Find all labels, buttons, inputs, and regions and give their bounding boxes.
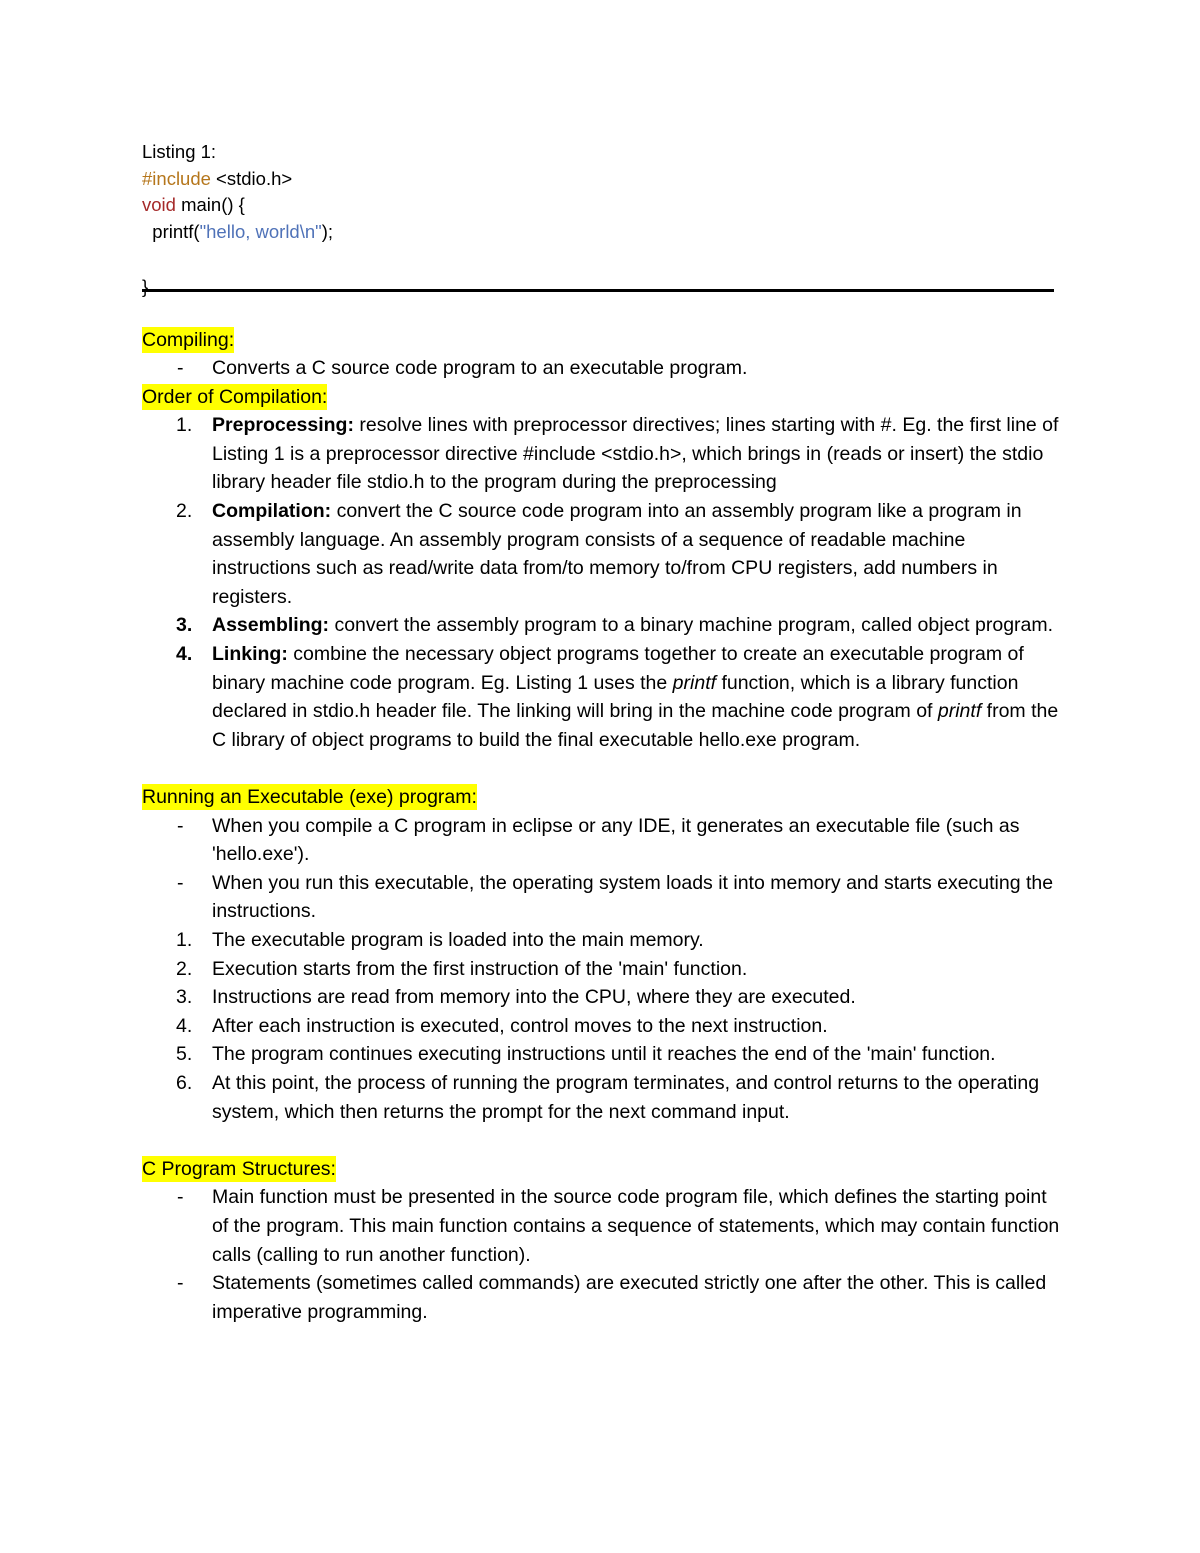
printf-string: "hello, world\n" <box>199 220 322 242</box>
section-heading-compiling: Compiling: <box>142 328 235 351</box>
list-item <box>142 497 1062 611</box>
list-item <box>142 1269 1062 1326</box>
list-item <box>142 611 1062 640</box>
void-keyword: void <box>142 194 176 215</box>
list-item-text: The executable program is loaded into the main memory. <box>212 928 704 951</box>
list-item <box>142 983 1062 1012</box>
code-line-close <box>142 272 1062 306</box>
list-marker: 4. <box>176 1014 193 1037</box>
horizontal-divider <box>142 289 1054 292</box>
list-item-text: Instructions are read from memory into the CPU, where they are executed. <box>212 986 856 1009</box>
list-item-label: Preprocessing: <box>212 414 354 437</box>
code-listing <box>142 139 1062 306</box>
list-item <box>142 411 1062 497</box>
list-item-italic: printf <box>937 700 982 723</box>
list-marker: 5. <box>176 1043 193 1066</box>
code-line-main <box>142 192 1062 219</box>
list-marker: 1. <box>176 414 193 437</box>
list-item-text: At this point, the process of running the program terminates, and control returns to the operating system, which then returns the prompt for the next command input. <box>212 1071 1040 1123</box>
list-item <box>142 869 1062 926</box>
printf-end: ); <box>321 220 334 242</box>
code-line-printf <box>142 219 1062 246</box>
list-marker: 1. <box>176 928 193 951</box>
section-heading-structures: C Program Structures: <box>142 1157 336 1180</box>
section-compiling <box>142 326 1062 383</box>
main-signature: main() { <box>175 194 245 215</box>
section-heading-running: Running an Executable (exe) program: <box>142 786 477 808</box>
include-header: <stdio.h> <box>210 167 293 189</box>
list-item <box>142 1040 1062 1069</box>
list-marker: 3. <box>176 986 193 1009</box>
list-item-text: combine the necessary object programs together to create an executable program of binary machine code program. Eg. Listing 1 uses the <box>212 643 1024 694</box>
list-item-text: After each instruction is executed, control moves to the next instruction. <box>212 1014 828 1037</box>
list-marker: - <box>177 1272 184 1295</box>
list-item-text: When you compile a C program in eclipse or any IDE, it generates an executable file (such as 'hello.exe'). <box>212 814 1020 866</box>
list-item-text: Statements (sometimes called commands) are executed strictly one after the other. This is called imperative programming. <box>212 1272 1047 1323</box>
list-item-text: from the C library of object programs to build the final executable hello.exe program. <box>212 700 1059 751</box>
list-item-text: convert the C source code program into an assembly program like a program in assembly language. An assembly program consists of a sequence of readable machine instructions such as read/write data from/to memory to/from CPU registers, add numbers in registers. <box>212 500 1022 608</box>
list-marker: - <box>177 814 184 837</box>
document-page <box>142 139 1062 1326</box>
list-item <box>142 1069 1062 1126</box>
section-running-executable <box>142 783 1062 1126</box>
list-item <box>142 1012 1062 1041</box>
list-item <box>142 955 1062 984</box>
list-item-italic: printf <box>672 671 717 694</box>
list-item-text: convert the assembly program to a binary machine program, called object program. <box>329 614 1054 637</box>
list-item-text: function, which is a library function declared in stdio.h header file. The linking will bring in the machine code program of <box>212 671 1019 723</box>
list-item <box>142 354 1062 383</box>
include-keyword: #include <box>142 167 211 189</box>
section-order-of-compilation <box>142 383 1062 755</box>
list-item-text: The program continues executing instructions until it reaches the end of the 'main' function. <box>212 1043 996 1066</box>
list-item-text: Converts a C source code program to an executable program. <box>212 357 748 380</box>
list-item <box>142 926 1062 955</box>
section-c-program-structures <box>142 1155 1062 1327</box>
printf-call: printf( <box>142 220 200 242</box>
list-item-label: Linking: <box>212 643 288 666</box>
list-marker: - <box>177 357 184 380</box>
list-marker: 2. <box>176 500 193 523</box>
list-item-text: When you run this executable, the operating system loads it into memory and starts executing the instructions. <box>212 871 1054 923</box>
list-marker: - <box>177 871 184 894</box>
list-item-text: Execution starts from the first instruction of the 'main' function. <box>212 957 748 980</box>
list-marker: - <box>177 1186 184 1209</box>
list-marker: 4. <box>176 643 193 666</box>
list-marker: 6. <box>176 1071 193 1094</box>
code-line-include <box>142 166 1062 193</box>
list-marker: 2. <box>176 957 193 980</box>
list-item-label: Compilation: <box>212 500 332 523</box>
list-item <box>142 640 1062 754</box>
list-item-text: Main function must be presented in the source code program file, which defines the starting point of the program. This main function contains a sequence of statements, which may contain function calls (calling to run another function). <box>212 1186 1060 1266</box>
list-item <box>142 812 1062 869</box>
listing-title: Listing 1: <box>142 141 217 162</box>
list-marker: 3. <box>176 614 193 637</box>
closing-brace: } <box>142 275 149 297</box>
list-item-text: resolve lines with preprocessor directives; lines starting with #. Eg. the first line of Listing 1 is a preprocessor directive #include <stdio.h>, which brings in (reads or insert) the stdio library header file stdio.h to the program during the preprocessing <box>212 414 1059 494</box>
section-heading-order: Order of Compilation: <box>142 385 328 408</box>
list-item-label: Assembling: <box>212 614 330 637</box>
list-item <box>142 1183 1062 1269</box>
